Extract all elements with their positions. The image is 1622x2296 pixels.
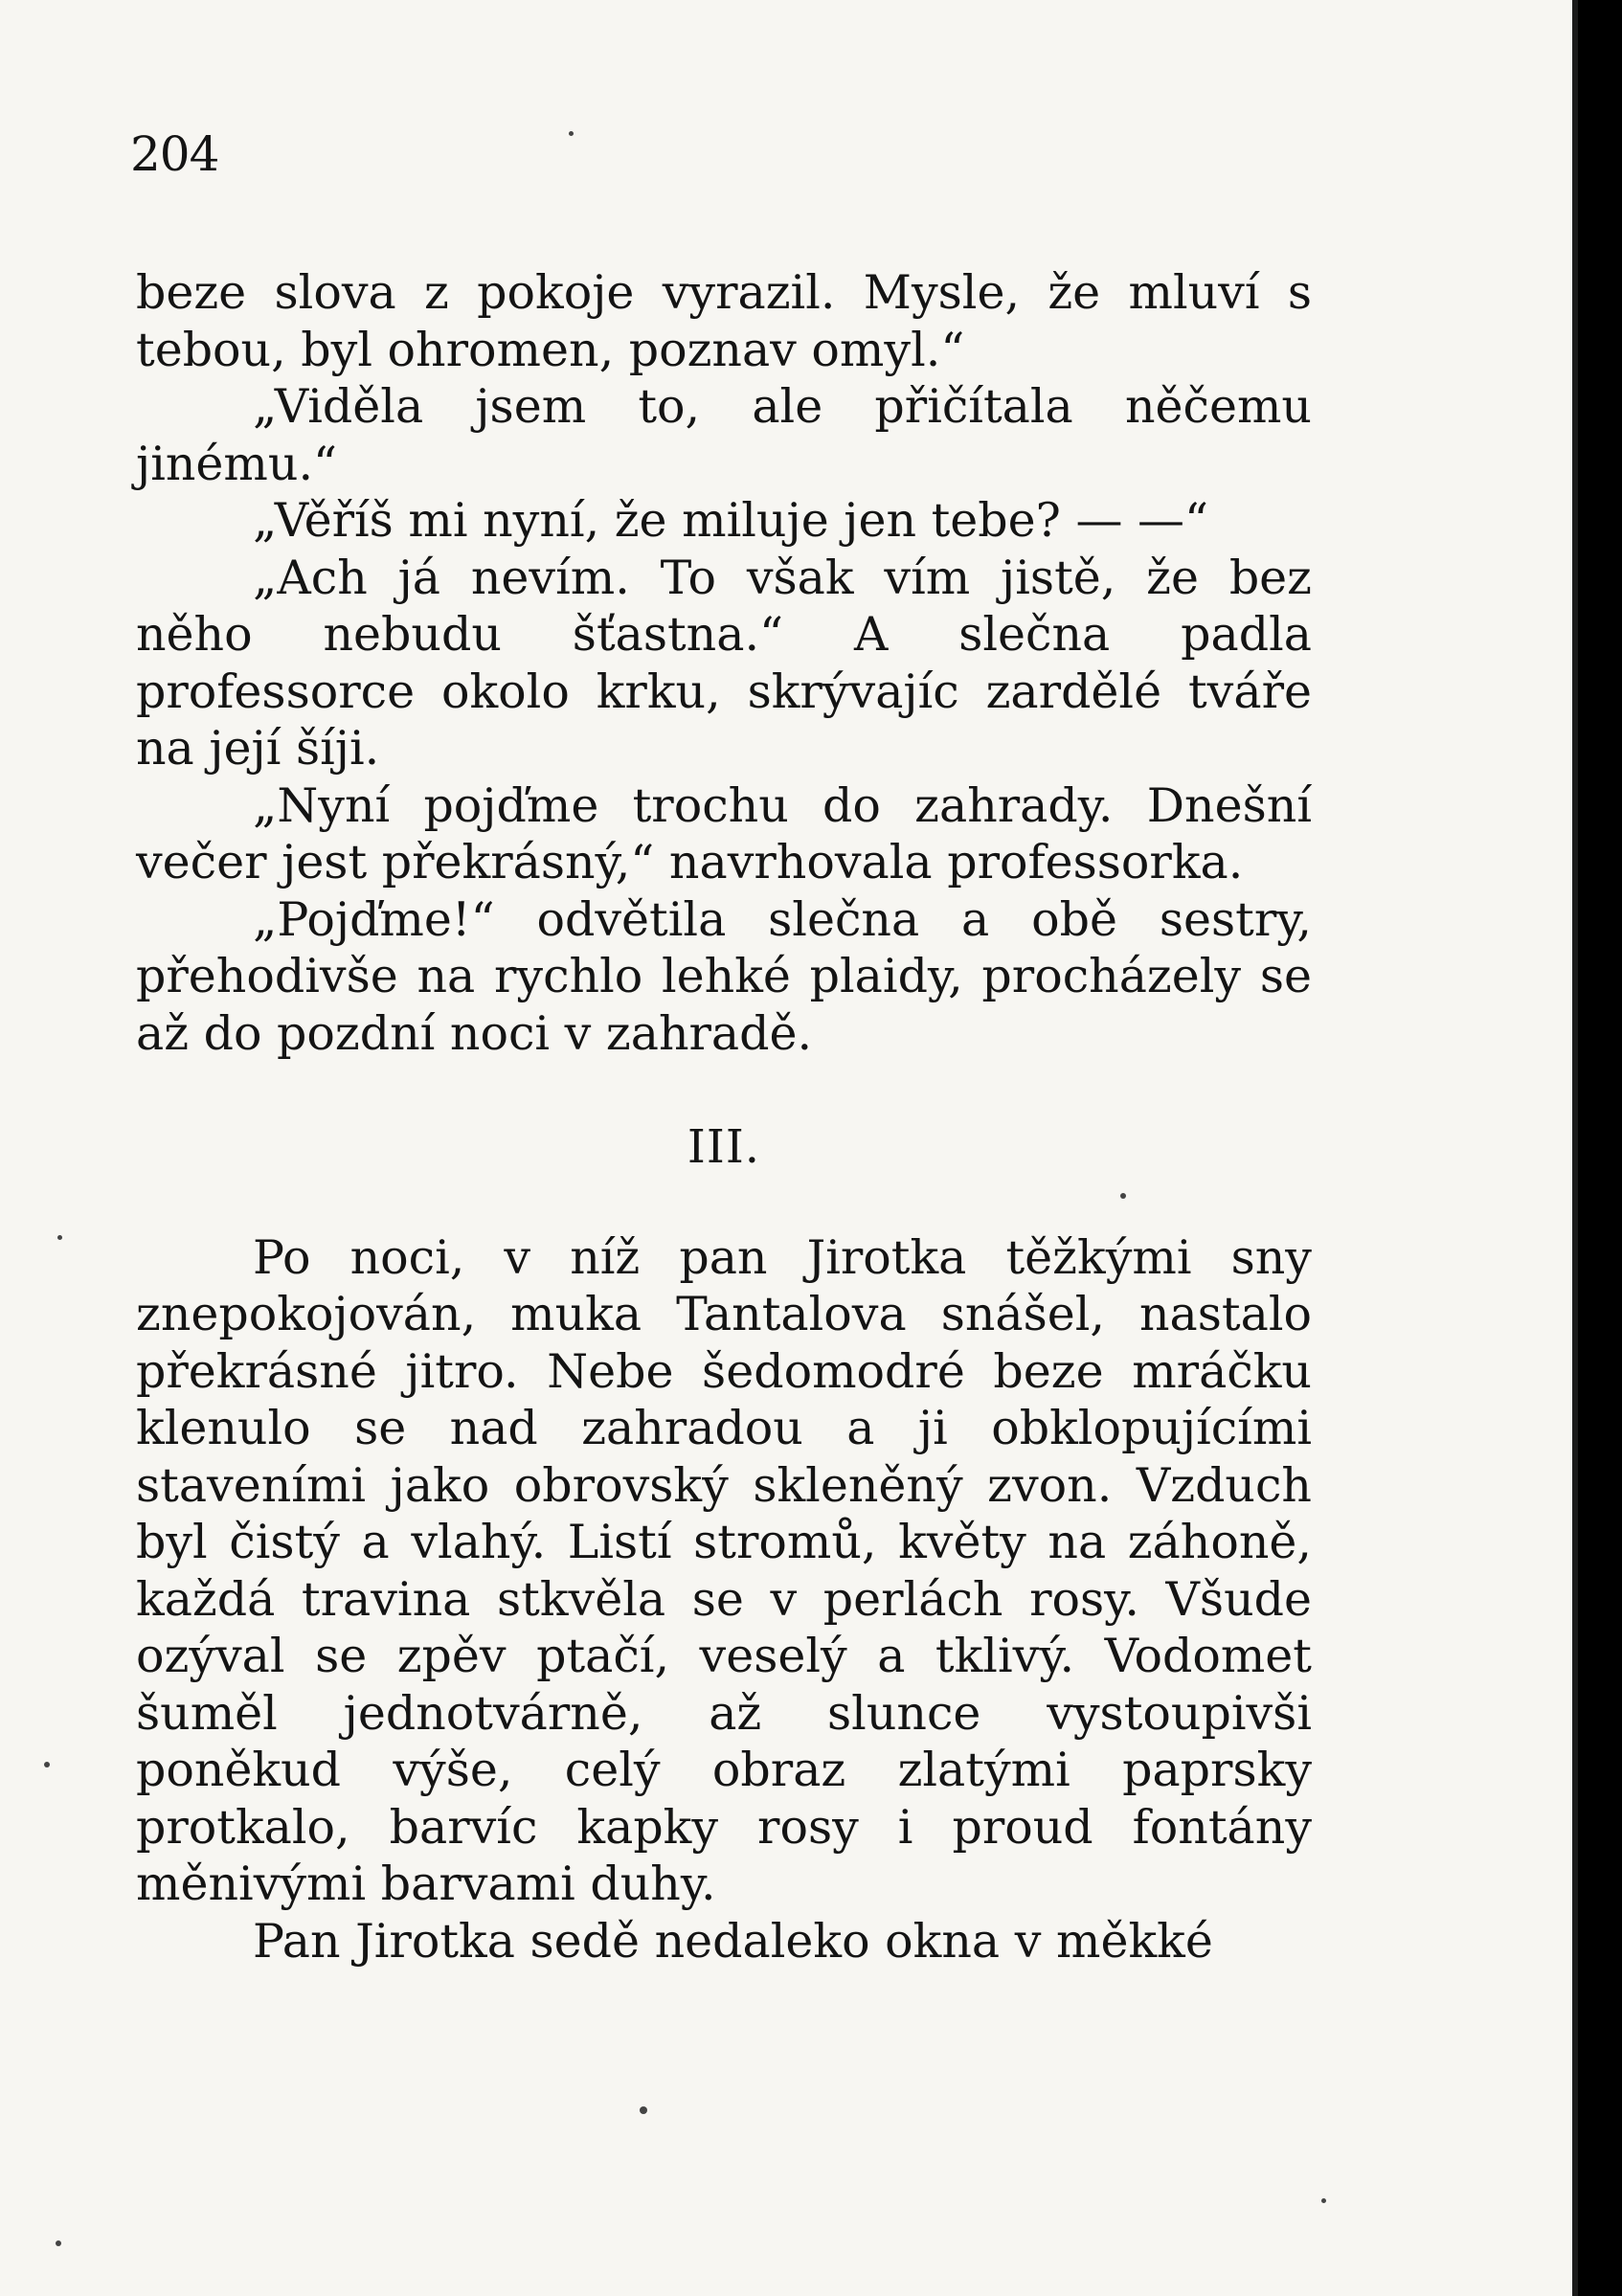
paragraph: Po noci, v níž pan Jirotka těžkými sny znepokojován, muka Tantalova snášel, nastalo překrásné jitro. Nebe šedomodré beze mráčku klenulo se nad zahradou a ji obklopujícími staveními jako obrovský skleněný zvon. Vzduch byl čistý a vlahý. Listí stromů, květy na záhoně, každá travina stkvěla se v perlách rosy. Všude ozýval se zpěv ptačí, veselý a tklivý. Vodomet šuměl jednotvárně, až slunce vystoupivši poněkud výše, celý obraz zlatými paprsky protkalo, barvíc kapky rosy i proud fontány měnivými barvami duhy.	[136, 1229, 1312, 1911]
scan-speck	[1120, 1193, 1126, 1199]
page-number: 204	[130, 126, 219, 182]
scan-speck	[1321, 2198, 1326, 2203]
scan-speck	[57, 1235, 62, 1240]
paragraph: „Pojďme!“ odvětila slečna a obě sestry, přehodivše na rychlo lehké plaidy, procházely se až do pozdní noci v zahradě.	[136, 891, 1312, 1061]
scan-speck	[44, 1762, 50, 1767]
body-text	[136, 264, 1312, 1970]
paragraph: „Ach já nevím. To však vím jistě, že bez něho nebudu šťastna.“ A slečna padla professorce okolo krku, skrývajíc zardělé tváře na její šíji.	[136, 550, 1312, 776]
scan-speck	[640, 2106, 647, 2114]
scan-speck	[569, 131, 574, 136]
paragraph: beze slova z pokoje vyrazil. Mysle, že mluví s tebou, byl ohromen, poznav omyl.“	[136, 265, 1312, 377]
paragraph: „Viděla jsem to, ale přičítala něčemu jinému.“	[136, 379, 1312, 491]
paragraph: Pan Jirotka sedě nedaleko okna v měkké	[253, 1913, 1213, 1969]
scan-speck	[56, 2240, 61, 2246]
paragraph: „Věříš mi nyní, že miluje jen tebe? — —“	[253, 493, 1209, 548]
paragraph: „Nyní pojďme trochu do zahrady. Dnešní večer jest překrásný,“ navrhovala professorka.	[136, 777, 1312, 889]
chapter-heading: III.	[687, 1120, 761, 1174]
